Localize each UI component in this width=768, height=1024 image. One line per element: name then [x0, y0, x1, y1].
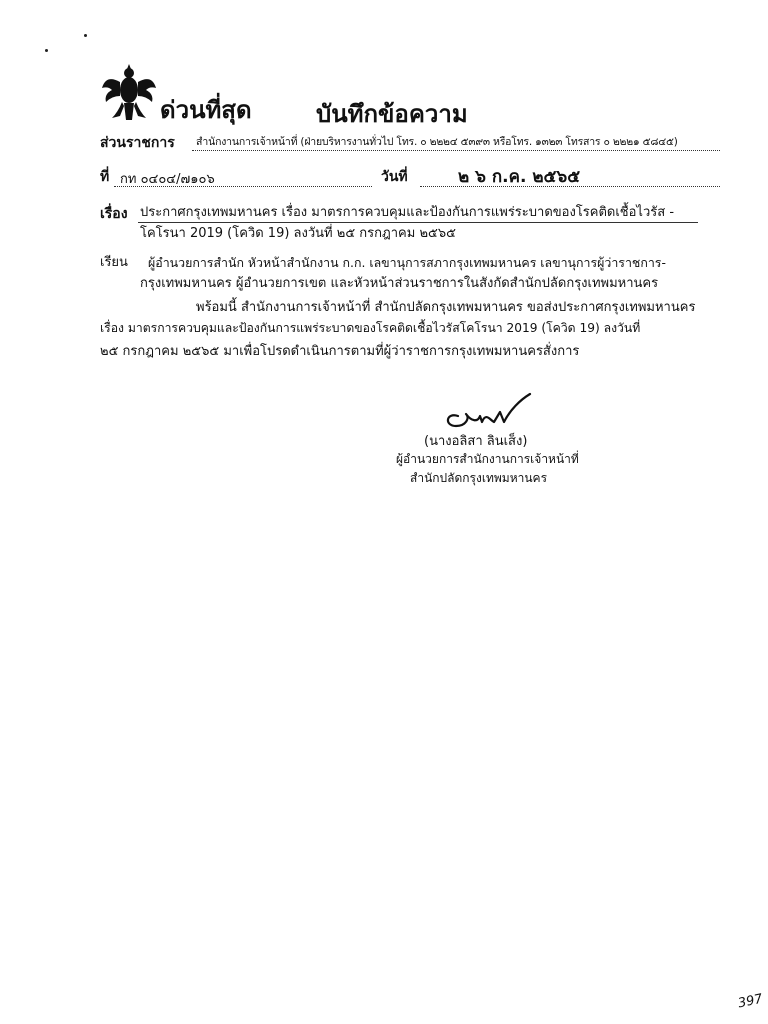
body-line-1: พร้อมนี้ สำนักงานการเจ้าหน้าที่ สำนักปลัดกรุงเทพมหานคร ขอส่งประกาศกรุงเทพมหานคร: [196, 300, 696, 315]
agency-value: สำนักงานการเจ้าหน้าที่ (ฝ่ายบริหารงานทั่วไป โทร. ๐ ๒๒๒๔ ๕๓๙๓ หรือโทร. ๑๓๒๓ โทรสาร ๐ ๒๒๒๑ ๕๘๔๕): [196, 136, 678, 148]
date-label: วันที่: [381, 169, 408, 185]
agency-dotline: [192, 150, 720, 151]
subject-line-2: โคโรนา 2019 (โควิด 19) ลงวันที่ ๒๕ กรกฎาคม ๒๕๖๕: [140, 226, 456, 241]
ref-dotline: [114, 186, 372, 187]
recipient-line-2: กรุงเทพมหานคร ผู้อำนวยการเขต และหัวหน้าส่วนราชการในสังกัดสำนักปลัดกรุงเทพมหานคร: [140, 276, 659, 291]
recipient-label: เรียน: [100, 255, 128, 270]
date-value: ๒ ๖ ก.ค. ๒๕๖๕: [458, 167, 581, 187]
page-note: 397: [736, 991, 765, 1012]
date-dotline: [420, 186, 720, 187]
document-title: บันทึกข้อความ: [316, 100, 468, 128]
urgency-label: ด่วนที่สุด: [160, 96, 252, 124]
subject-label: เรื่อง: [100, 206, 128, 222]
scan-dot: [84, 34, 87, 37]
signer-position-2: สำนักปลัดกรุงเทพมหานคร: [410, 471, 548, 485]
body-line-2: เรื่อง มาตรการควบคุมและป้องกันการแพร่ระบาดของโรคติดเชื้อไวรัสโคโรนา 2019 (โควิด 19) ลงวันที่: [100, 321, 641, 335]
signer-name: (นางอลิสา ลินเส็ง): [424, 434, 528, 449]
signer-position-1: ผู้อำนวยการสำนักงานการเจ้าหน้าที่: [396, 452, 579, 466]
body-line-3: ๒๕ กรกฎาคม ๒๕๖๕ มาเพื่อโปรดดำเนินการตามที่ผู้ว่าราชการกรุงเทพมหานครสั่งการ: [100, 344, 580, 359]
recipient-line-1: ผู้อำนวยการสำนัก หัวหน้าสำนักงาน ก.ก. เลขานุการสภากรุงเทพมหานคร เลขานุการผู้ว่าราชการ-: [148, 255, 666, 270]
subject-line-1: ประกาศกรุงเทพมหานคร เรื่อง มาตรการควบคุมและป้องกันการแพร่ระบาดของโรคติดเชื้อไวรัส -: [140, 205, 675, 220]
scan-dot: [45, 49, 48, 52]
ref-label: ที่: [100, 169, 110, 185]
ref-value: กท ๐๔๐๔/๗๑๐๖: [120, 172, 215, 187]
handwritten-signature-icon: [440, 392, 532, 432]
garuda-emblem-icon: [100, 60, 158, 122]
agency-label: ส่วนราชการ: [100, 135, 175, 151]
